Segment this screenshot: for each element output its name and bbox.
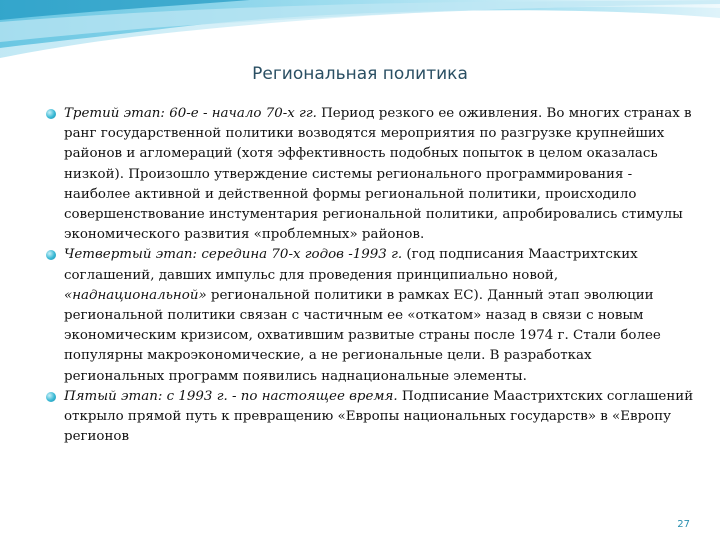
stage-text: региональной политики в рамках ЕС). Данный этап эволюции региональной политики связан с частичным ее «откатом» назад в связи с новым экономическим кризисом, охватившим развитые страны после 1974 г. Стали более популярны макроэкономические, а не региональные цели. В разработках региональных программ появились наднациональные элементы. — [64, 287, 661, 384]
stage-heading: Третий этап: 60-е - начало 70-х гг. — [64, 106, 317, 121]
stage-emphasis: «наднациональной» — [64, 287, 207, 303]
list-item — [44, 245, 694, 386]
stage-text: Период резкого ее оживления. Во многих странах в ранг государственной политики возводятся мероприятия по разгрузке крупнейших районов и агломераций (хотя эффективность подобных попыток в целом оказалась низкой). Произошло утверждение системы регионального программирования - наиболее активной и действенной формы региональной политики, происходило совершенствование инстументария региональной политики, апробировались стимулы экономического развития «проблемных» районов. — [64, 106, 692, 243]
bullet-icon — [46, 109, 56, 119]
bullet-icon — [46, 250, 56, 260]
stage-text: Подписание Маастрихтских соглашений открыло прямой путь к превращению «Европы национальных государств» в «Европу регионов — [64, 388, 694, 445]
slide-title: Региональная политика — [252, 64, 468, 84]
list-item — [44, 387, 694, 448]
stage-heading: Пятый этап: с 1993 г. - по настоящее время. — [64, 388, 398, 404]
bullet-icon — [46, 392, 56, 402]
page-number: 27 — [677, 519, 690, 530]
list-item — [44, 104, 694, 245]
bullet-list — [44, 104, 694, 447]
stage-text: (год подписания Маастрихтских соглашений, давших импульс для проведения принципиально новой, — [64, 247, 638, 283]
stage-heading: Четвертый этап: середина 70-х годов -1993 г. — [64, 247, 403, 263]
